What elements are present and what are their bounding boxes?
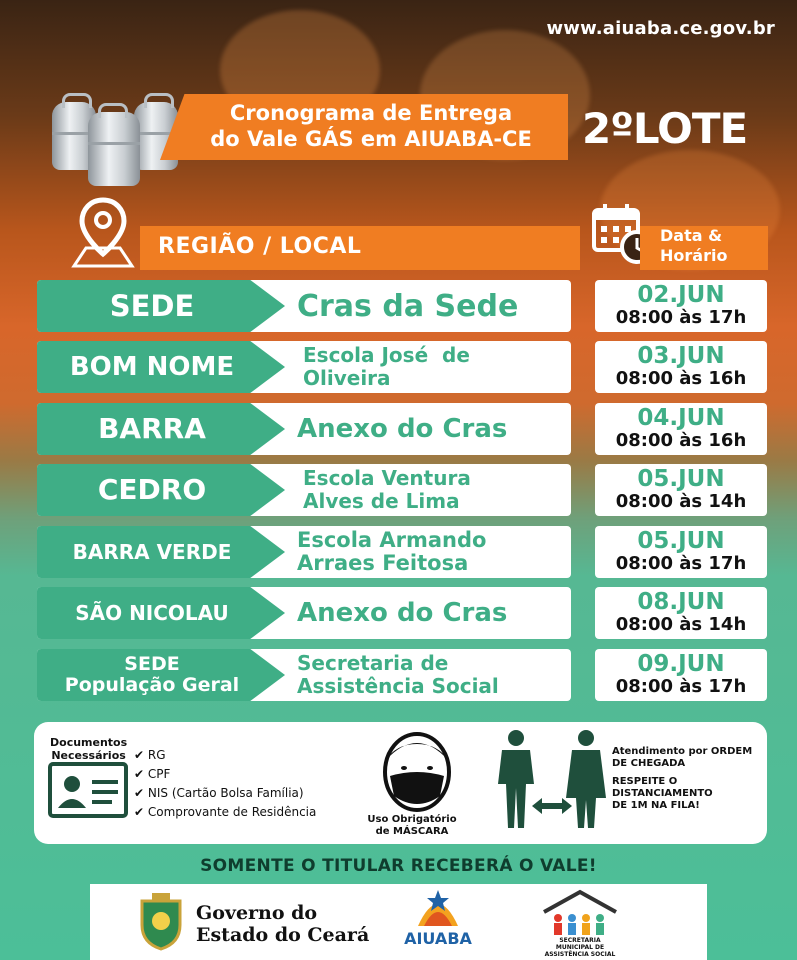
id-card-icon: [48, 762, 128, 818]
location-name: Anexo do Cras: [297, 413, 508, 444]
person-icon: [566, 730, 606, 828]
schedule-row: [37, 649, 571, 701]
checkmark-icon: ✔: [134, 805, 148, 819]
schedule-row: [37, 403, 571, 455]
date-box: [595, 649, 767, 701]
holder-notice: SOMENTE O TITULAR RECEBERÁ O VALE!: [200, 856, 597, 876]
schedule-row: [37, 280, 571, 332]
aiuaba-logo-icon: [412, 888, 464, 930]
page-title: Cronograma de Entrega do Vale GÁS em AIUABA-CE: [210, 101, 532, 151]
date: 05.JUN: [637, 466, 725, 492]
date-box: [595, 403, 767, 455]
region-name: BOM NOME: [69, 352, 235, 382]
location-name: Cras da Sede: [297, 288, 519, 324]
region-name: SEDE População Geral: [64, 653, 240, 696]
list-item: ✔ RG: [134, 748, 166, 762]
region-name: BARRA VERDE: [72, 540, 232, 564]
hours: 08:00 às 16h: [615, 368, 747, 389]
house-family-icon: [540, 888, 620, 936]
schedule-row: [37, 526, 571, 578]
checkmark-icon: ✔: [134, 767, 148, 781]
schedule-row: [37, 587, 571, 639]
hours: 08:00 às 16h: [615, 430, 747, 451]
social-distance-icon: [492, 728, 610, 832]
date: 05.JUN: [637, 528, 725, 554]
date: 08.JUN: [637, 589, 725, 615]
region-header: REGIÃO / LOCAL: [158, 234, 362, 259]
date-box: [595, 587, 767, 639]
location-pin-icon: [70, 196, 136, 270]
mask-face-icon: [378, 730, 456, 814]
date-box: [595, 464, 767, 516]
lote-label: 2ºLOTE: [582, 104, 748, 153]
list-item: ✔ NIS (Cartão Bolsa Família): [134, 786, 304, 800]
secretariat-logo-text: SECRETARIA MUNICIPAL DE ASSISTÊNCIA SOCIAL: [544, 937, 616, 958]
website-url: www.aiuaba.ce.gov.br: [546, 18, 775, 39]
ceara-coat-of-arms-icon: [138, 893, 184, 951]
hours: 08:00 às 17h: [615, 553, 747, 574]
location-name: Escola José de Oliveira: [303, 343, 470, 390]
date-box: [595, 341, 767, 393]
region-name: BARRA: [98, 412, 206, 445]
double-arrow-icon: [532, 798, 572, 814]
date-box: [595, 280, 767, 332]
date: 02.JUN: [637, 282, 725, 308]
documents-title: Documentos Necessários: [50, 736, 128, 762]
person-icon: [498, 730, 534, 828]
queue-notes: Atendimento por ORDEM DE CHEGADA RESPEITE O DISTANCIAMENTO DE 1M NA FILA!: [612, 746, 753, 811]
region-name: SEDE: [109, 289, 195, 323]
location-name: Anexo do Cras: [297, 597, 508, 628]
hours: 08:00 às 14h: [615, 614, 747, 635]
mask-label: Uso Obrigatório de MÁSCARA: [367, 814, 457, 837]
hours: 08:00 às 14h: [615, 491, 747, 512]
location-name: Escola Armando Arraes Feitosa: [297, 528, 487, 575]
documents-list: [134, 746, 316, 822]
hours: 08:00 às 17h: [615, 307, 747, 328]
hours: 08:00 às 17h: [615, 676, 747, 697]
region-name: CEDRO: [97, 473, 207, 506]
government-logo-text: Governo do Estado do Ceará: [196, 902, 370, 946]
list-item: ✔ CPF: [134, 767, 171, 781]
date-header: Data & Horário: [660, 226, 728, 265]
schedule-row: [37, 464, 571, 516]
location-name: Escola Ventura Alves de Lima: [303, 466, 471, 513]
date: 04.JUN: [637, 405, 725, 431]
list-item: ✔ Comprovante de Residência: [134, 805, 317, 819]
location-name: Secretaria de Assistência Social: [297, 651, 499, 698]
schedule-row: [37, 341, 571, 393]
date: 09.JUN: [637, 651, 725, 677]
city-logo-text: AIUABA: [404, 929, 472, 948]
region-name: SÃO NICOLAU: [75, 601, 229, 625]
date-box: [595, 526, 767, 578]
checkmark-icon: ✔: [134, 748, 148, 762]
date: 03.JUN: [637, 343, 725, 369]
checkmark-icon: ✔: [134, 786, 148, 800]
